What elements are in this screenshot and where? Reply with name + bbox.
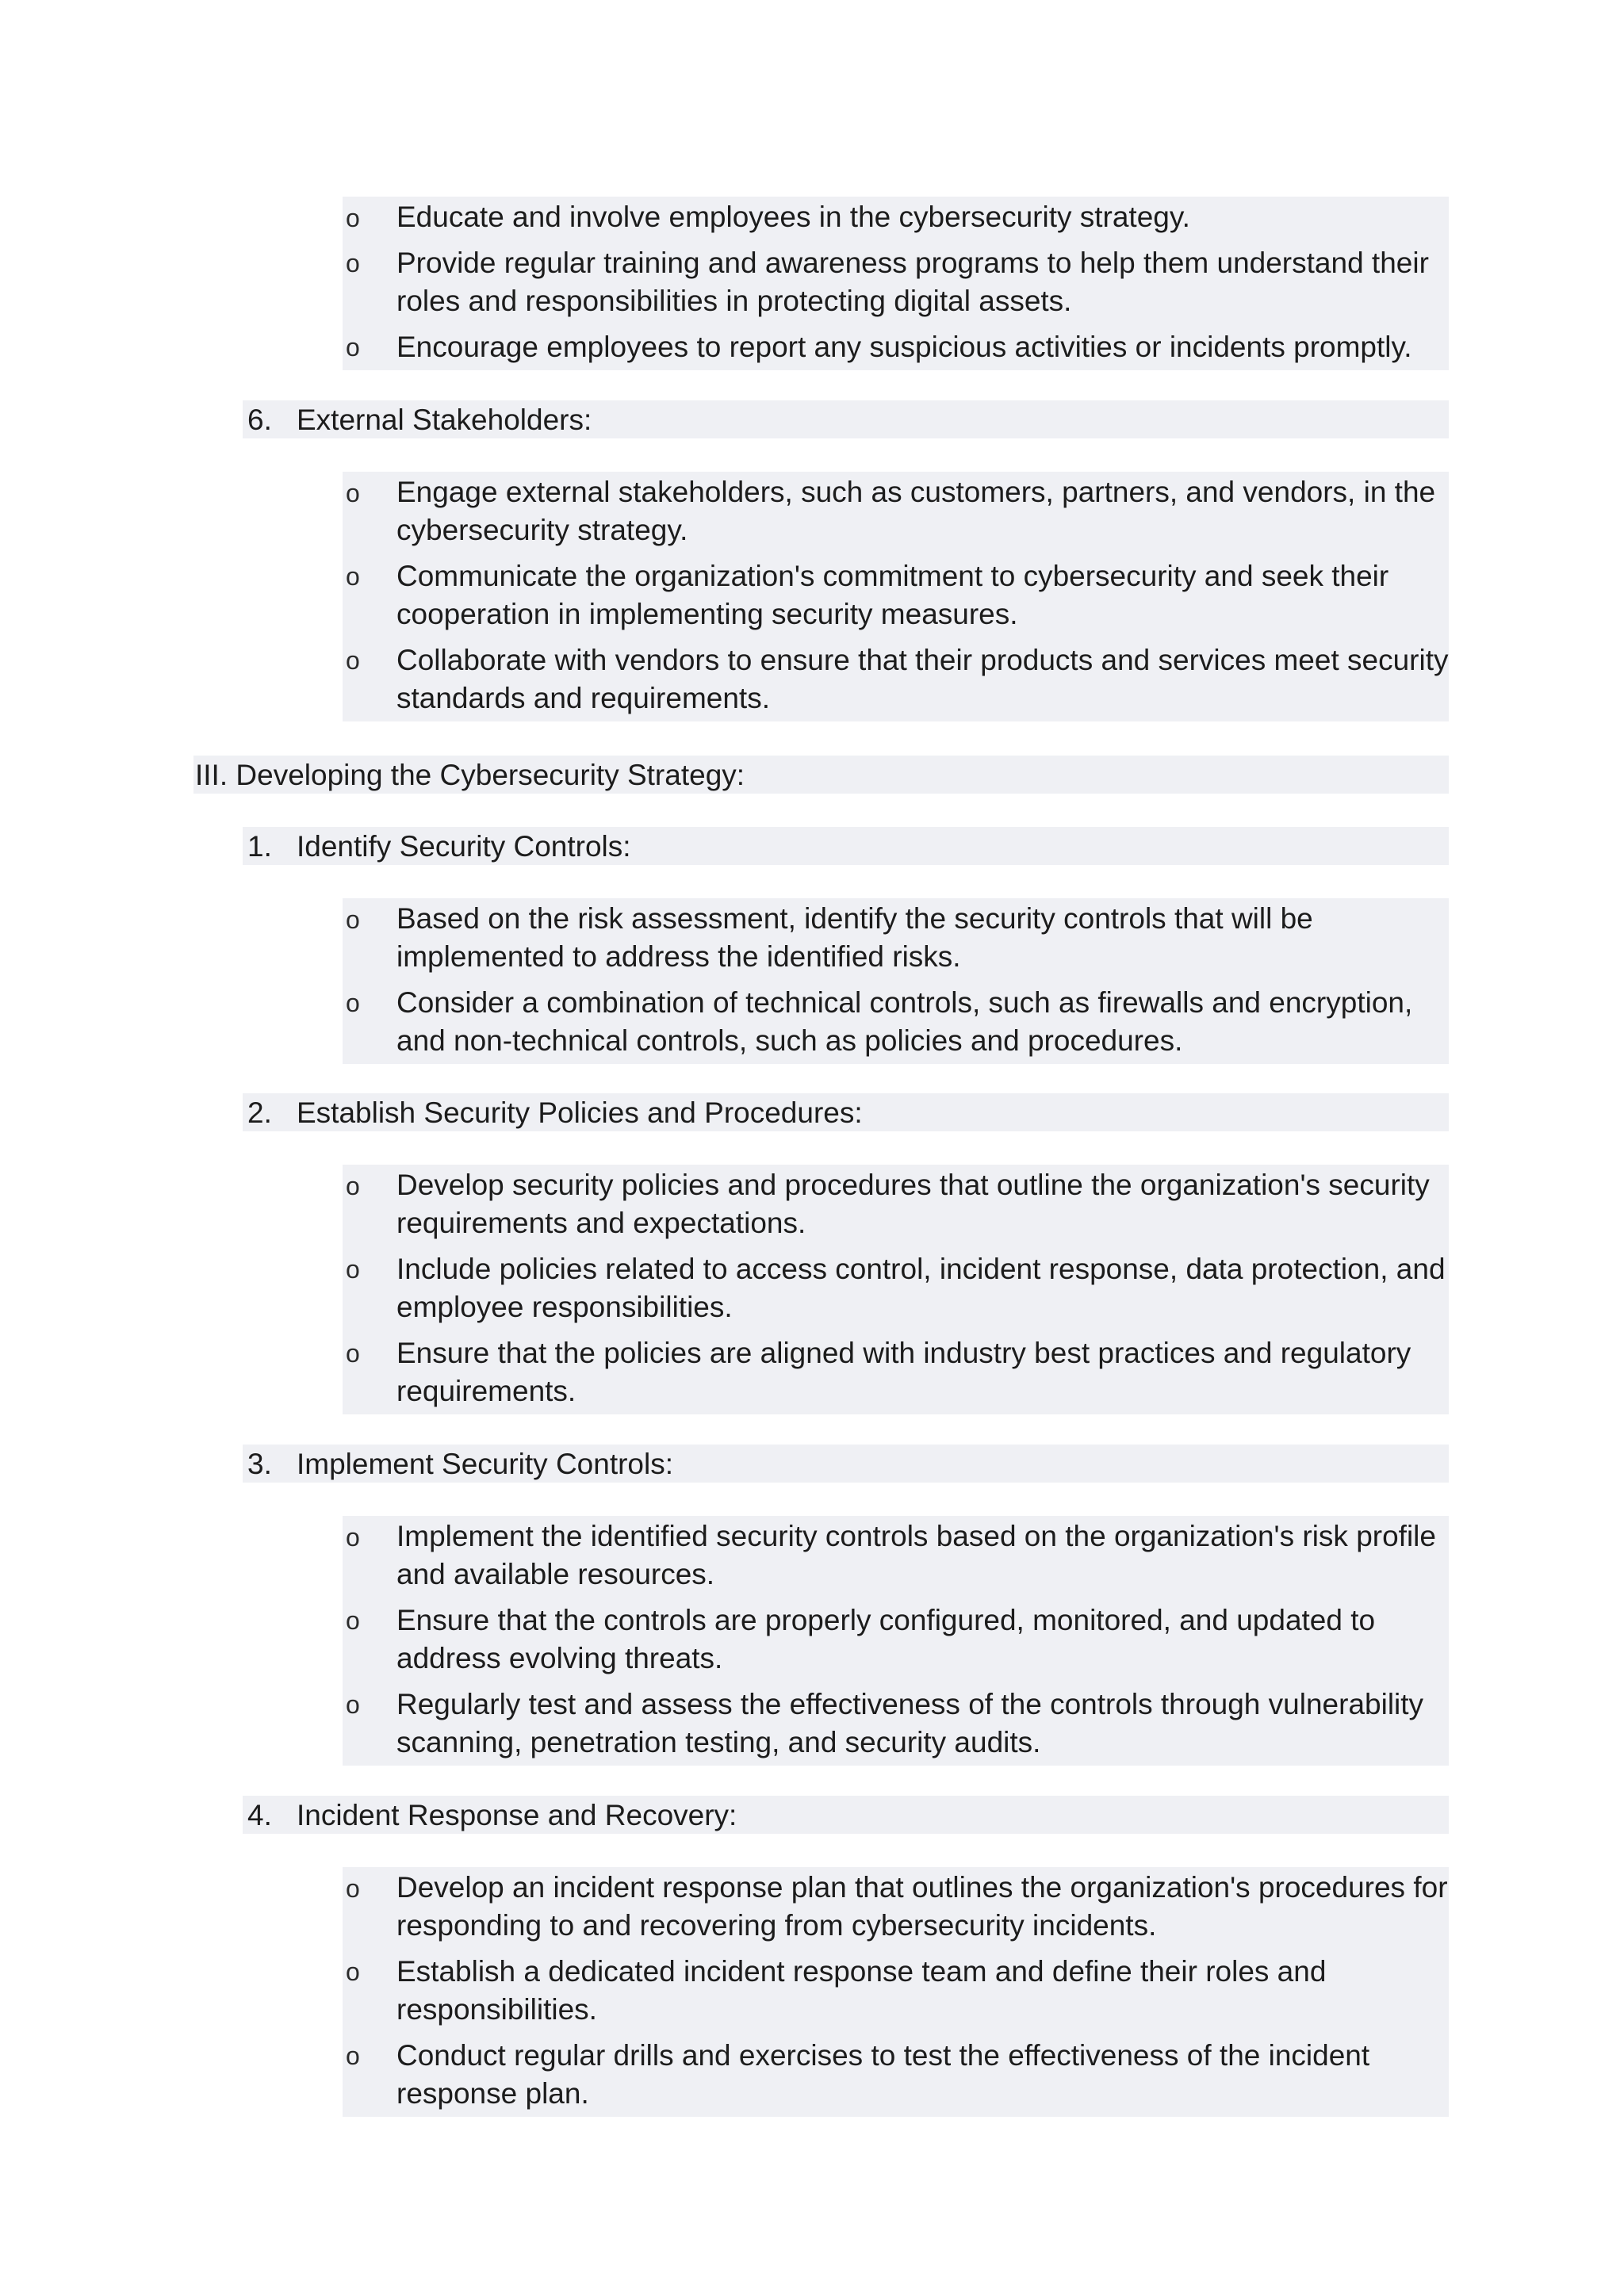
bullet-icon: o (346, 1255, 360, 1284)
heading-text: Identify Security Controls: (297, 830, 631, 863)
list-item (343, 637, 1449, 721)
bullet-icon: o (346, 1957, 360, 1986)
bullet-icon: o (346, 1690, 360, 1719)
bullet-text: Encourage employees to report any suspicious activities or incidents promptly. (396, 331, 1412, 363)
list-number: 4. (247, 1799, 272, 1831)
bullet-icon: o (346, 905, 360, 934)
list-item (343, 980, 1449, 1064)
bullet-text: Implement the identified security controls based on the organization's risk profile and available resources. (396, 1520, 1436, 1590)
list-number: 2. (247, 1096, 272, 1129)
bullet-icon: o (346, 646, 360, 675)
bullet-text: Communicate the organization's commitment to cybersecurity and seek their cooperation in implementing security measures. (396, 560, 1389, 630)
bullet-icon: o (346, 989, 360, 1017)
numbered-heading-incident-response (243, 1796, 1449, 1834)
list-item (343, 1330, 1449, 1414)
list-item (343, 1598, 1449, 1682)
bullet-text: Collaborate with vendors to ensure that their products and services meet security standards and requirements. (396, 644, 1449, 714)
bullet-text: Provide regular training and awareness programs to help them understand their roles and responsibilities in protecting digital assets. (396, 247, 1429, 317)
bullet-list-identify-security-controls (343, 898, 1449, 1064)
bullet-list-implement-security-controls (343, 1516, 1449, 1766)
bullet-list-establish-security-policies (343, 1165, 1449, 1414)
bullet-text: Include policies related to access control, incident response, data protection, and employee responsibilities. (396, 1253, 1446, 1323)
heading-text: Establish Security Policies and Procedures: (297, 1096, 863, 1129)
list-item (343, 898, 1449, 980)
bullet-text: Regularly test and assess the effectiveness of the controls through vulnerability scanning, penetration testing, and security audits. (396, 1688, 1424, 1758)
bullet-icon: o (346, 249, 360, 277)
list-item (343, 1246, 1449, 1330)
bullet-icon: o (346, 562, 360, 591)
bullet-icon: o (346, 1339, 360, 1368)
list-item (343, 472, 1449, 553)
section-heading (193, 756, 1449, 794)
heading-text: External Stakeholders: (297, 404, 592, 436)
bullet-list-external-stakeholders (343, 472, 1449, 721)
list-item (343, 553, 1449, 637)
bullet-text: Develop an incident response plan that outlines the organization's procedures for responding to and recovering from cybersecurity incidents. (396, 1871, 1448, 1942)
bullet-text: Develop security policies and procedures that outline the organization's security requirements and expectations. (396, 1169, 1430, 1239)
heading-text: Incident Response and Recovery: (297, 1799, 737, 1831)
list-item (343, 324, 1449, 370)
list-number: 3. (247, 1448, 272, 1480)
bullet-text: Conduct regular drills and exercises to test the effectiveness of the incident response plan. (396, 2039, 1370, 2110)
list-number: 1. (247, 830, 272, 863)
list-item (343, 1516, 1449, 1598)
section-title: III. Developing the Cybersecurity Strategy: (195, 759, 745, 791)
numbered-heading-identify-security-controls (243, 827, 1449, 865)
bullet-icon: o (346, 1172, 360, 1200)
bullet-icon: o (346, 1606, 360, 1635)
bullet-text: Educate and involve employees in the cybersecurity strategy. (396, 201, 1190, 233)
numbered-heading-external-stakeholders (243, 400, 1449, 438)
list-number: 6. (247, 404, 272, 436)
list-item (343, 2033, 1449, 2117)
list-item (343, 1867, 1449, 1949)
bullet-icon: o (346, 1874, 360, 1903)
list-item (343, 240, 1449, 324)
bullet-icon: o (346, 333, 360, 362)
list-item (343, 1949, 1449, 2033)
bullet-text: Engage external stakeholders, such as customers, partners, and vendors, in the cybersecurity strategy. (396, 476, 1436, 546)
heading-text: Implement Security Controls: (297, 1448, 674, 1480)
bullet-text: Ensure that the controls are properly configured, monitored, and updated to address evolving threats. (396, 1604, 1376, 1674)
bullet-list-incident-response (343, 1867, 1449, 2117)
list-item (343, 1682, 1449, 1766)
numbered-heading-establish-security-policies (243, 1093, 1449, 1131)
numbered-heading-implement-security-controls (243, 1445, 1449, 1483)
bullet-text: Based on the risk assessment, identify the security controls that will be implemented to address the identified risks. (396, 902, 1313, 973)
bullet-text: Ensure that the policies are aligned with industry best practices and regulatory requirements. (396, 1337, 1411, 1407)
list-item (343, 197, 1449, 240)
bullet-list-employees (343, 197, 1449, 370)
bullet-icon: o (346, 479, 360, 507)
bullet-icon: o (346, 204, 360, 232)
bullet-icon: o (346, 2042, 360, 2070)
list-item (343, 1165, 1449, 1246)
bullet-text: Establish a dedicated incident response team and define their roles and responsibilities. (396, 1955, 1327, 2026)
bullet-icon: o (346, 1523, 360, 1552)
bullet-text: Consider a combination of technical controls, such as firewalls and encryption, and non-technical controls, such as policies and procedures. (396, 986, 1413, 1057)
